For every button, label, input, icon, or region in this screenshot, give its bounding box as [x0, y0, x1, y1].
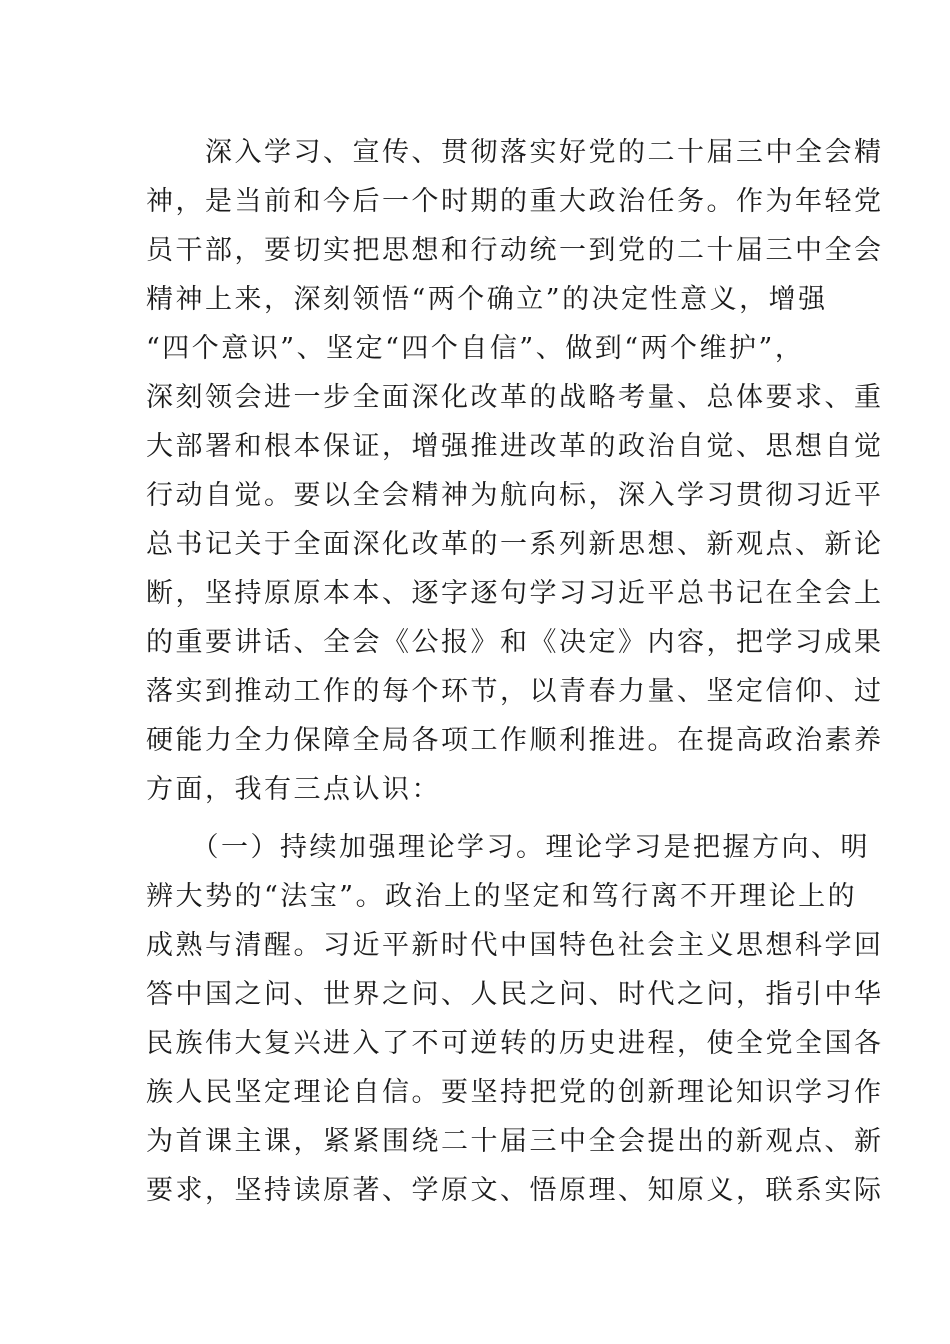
text-line: 方面，我有三点认识：	[146, 774, 441, 805]
text-line: （一）持续加强理论学习。理论学习是把握方向、明	[146, 832, 870, 863]
text-line: “四个意识”、坚定“四个自信”、做到“两个维护”，	[146, 333, 805, 364]
text-line: 大部署和根本保证，增强推进改革的政治自觉、思想自觉	[146, 431, 884, 462]
text-line: 员干部，要切实把思想和行动统一到党的二十届三中全会	[146, 235, 884, 266]
text-line: 断，坚持原原本本、逐字逐句学习习近平总书记在全会上	[146, 578, 884, 609]
text-line: 神，是当前和今后一个时期的重大政治任务。作为年轻党	[146, 186, 884, 217]
text-line: 落实到推动工作的每个环节，以青春力量、坚定信仰、过	[146, 676, 884, 707]
paragraph-intro-body	[146, 128, 884, 814]
text-line: 精神上来，深刻领悟“两个确立”的决定性意义，增强	[146, 284, 828, 315]
text-line: 深入学习、宣传、贯彻落实好党的二十届三中全会精	[146, 137, 884, 168]
text-line: 辨大势的“法宝”。政治上的坚定和笃行离不开理论上的	[146, 881, 858, 912]
paragraph-section-one	[146, 823, 884, 1215]
paragraph-intro	[146, 128, 884, 814]
text-line: 的重要讲话、全会《公报》和《决定》内容，把学习成果	[146, 627, 884, 658]
text-line: 总书记关于全面深化改革的一系列新思想、新观点、新论	[146, 529, 884, 560]
paragraph-section-one-body	[146, 823, 884, 1215]
text-line: 民族伟大复兴进入了不可逆转的历史进程，使全党全国各	[146, 1028, 884, 1059]
text-line: 要求，坚持读原著、学原文、悟原理、知原义，联系实际	[146, 1175, 884, 1206]
text-line: 行动自觉。要以全会精神为航向标，深入学习贯彻习近平	[146, 480, 884, 511]
text-line: 成熟与清醒。习近平新时代中国特色社会主义思想科学回	[146, 930, 884, 961]
text-line: 族人民坚定理论自信。要坚持把党的创新理论知识学习作	[146, 1077, 884, 1108]
text-line: 硬能力全力保障全局各项工作顺利推进。在提高政治素养	[146, 725, 884, 756]
text-line: 答中国之问、世界之问、人民之问、时代之问，指引中华	[146, 979, 884, 1010]
text-line: 为首课主课，紧紧围绕二十届三中全会提出的新观点、新	[146, 1126, 884, 1157]
text-line: 深刻领会进一步全面深化改革的战略考量、总体要求、重	[146, 382, 884, 413]
